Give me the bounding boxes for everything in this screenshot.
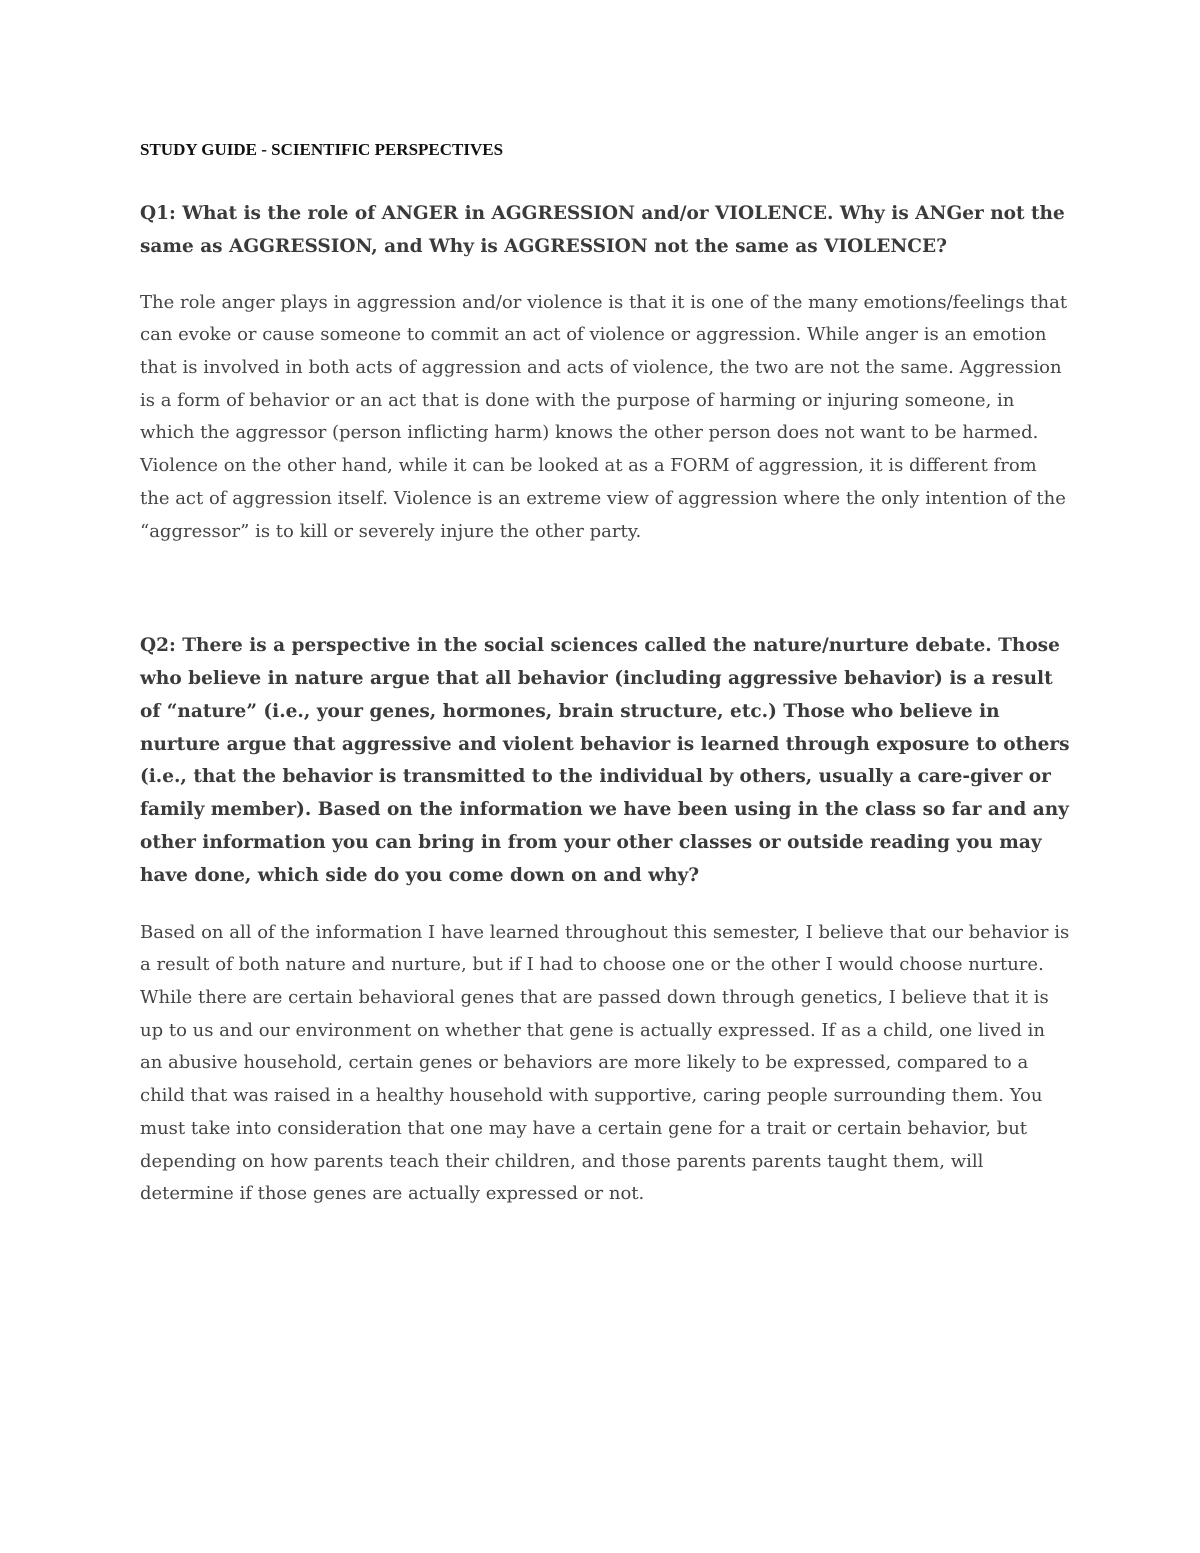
answer-2: Based on all of the information I have learned throughout this semester, I believe that our behavior is a result of both nature and nurture, but if I had to choose one or the other I would choose nurture. While there are certain behavioral genes that are passed down through genetics, I believe that it is up to us and our environment on whether that gene is actually expressed. If as a child, one lived in an abusive household, certain genes or behaviors are more likely to be expressed, compared to a child that was raised in a healthy household with supportive, caring people surrounding them. You must take into consideration that one may have a certain gene for a trait or certain behavior, but depending on how parents teach their children, and those parents parents taught them, will determine if those genes are actually expressed or not.: [140, 921, 1070, 1205]
question-1: Q1: What is the role of ANGER in AGGRESSION and/or VIOLENCE. Why is ANGer not the same as AGGRESSION, and Why is AGGRESSION not the same as VIOLENCE?: [140, 203, 1065, 257]
question-2: Q2: There is a perspective in the social sciences called the nature/nurture debate. Those who believe in nature argue that all behavior (including aggressive behavior) is a result of “nature” (i.e., your genes, hormones, brain structure, etc.) Those who believe in nurture argue that aggressive and violent behavior is learned through exposure to others (i.e., that the behavior is transmitted to the individual by others, usually a care-giver or family member). Based on the information we have been using in the class so far and any other information you can bring in from your other classes or outside reading you may have done, which side do you come down on and why?: [140, 635, 1070, 886]
document-title: STUDY GUIDE - SCIENTIFIC PERSPECTIVES: [140, 140, 504, 159]
answer-1: The role anger plays in aggression and/or violence is that it is one of the many emotions/feelings that can evoke or cause someone to commit an act of violence or aggression. While anger is an emotion that is involved in both acts of aggression and acts of violence, the two are not the same. Aggression is a form of behavior or an act that is done with the purpose of harming or injuring someone, in which the aggressor (person inflicting harm) knows the other person does not want to be harmed. Violence on the other hand, while it can be looked at as a FORM of aggression, it is different from the act of aggression itself. Violence is an extreme view of aggression where the only intention of the “aggressor” is to kill or severely injure the other party.: [140, 291, 1068, 542]
document-body: [140, 140, 1070, 1211]
